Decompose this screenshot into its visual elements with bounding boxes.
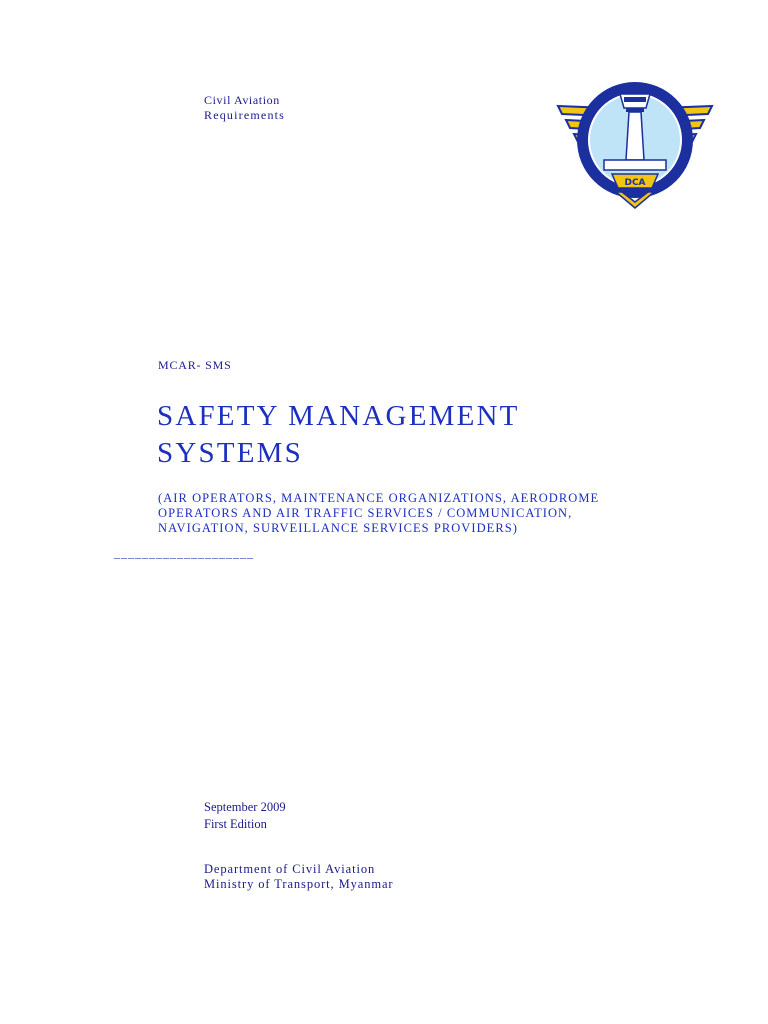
page-title-line2: SYSTEMS (157, 437, 303, 469)
document-code: MCAR- SMS (158, 358, 232, 372)
divider-line: ____________________ (114, 546, 254, 560)
publication-date: September 2009 (204, 800, 286, 814)
subtitle-line1: (AIR OPERATORS, MAINTENANCE ORGANIZATIONS, AERODROME (158, 491, 600, 505)
subtitle-line3: NAVIGATION, SURVEILLANCE SERVICES PROVIDERS) (158, 521, 518, 535)
dca-emblem-icon (556, 68, 714, 218)
ministry-name: Ministry of Transport, Myanmar (204, 877, 394, 891)
header-line2: Requirements (204, 108, 286, 122)
header-line1: Civil Aviation (204, 93, 280, 107)
page-title-line1: SAFETY MANAGEMENT (157, 400, 520, 432)
department-name: Department of Civil Aviation (204, 862, 376, 876)
dca-badge-text: DCA (624, 178, 646, 188)
edition-label: First Edition (204, 817, 267, 831)
subtitle-line2: OPERATORS AND AIR TRAFFIC SERVICES / COMMUNICATION, (158, 506, 573, 520)
